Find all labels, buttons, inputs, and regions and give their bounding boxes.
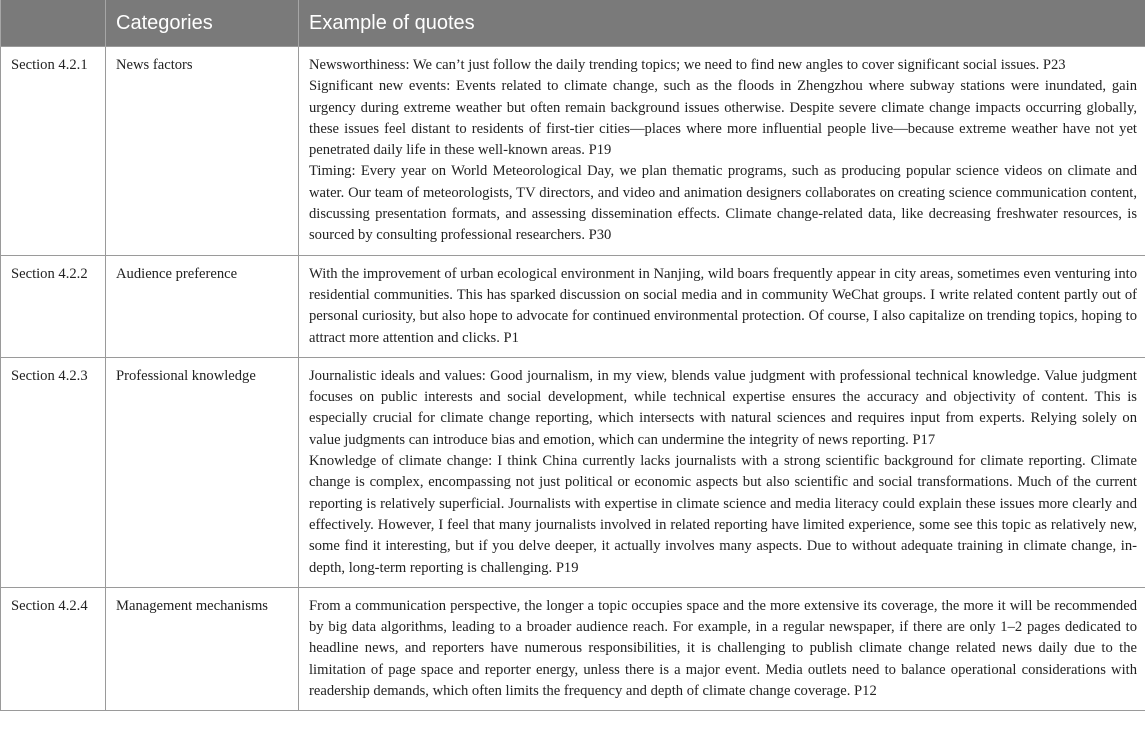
quote-text: Knowledge of climate change: I think China currently lacks journalists with a strong scientific background for climate reporting. Climate change is complex, encompassing not just political or economic aspects but also scientific and social transformations. Much of the current reporting is relatively superficial. Journalists with expertise in climate science and media literacy could explain these issues more clearly and effectively. However, I feel that many journalists involved in related reporting have limited experience, some see this topic as relatively new, some find it interesting, but if you delve deeper, it actually involves many aspects. Due to without adequate training in climate change, in-depth, long-term reporting is challenging. P19	[309, 453, 1137, 576]
quote-text: Journalistic ideals and values: Good journalism, in my view, blends value judgment with professional technical knowledge. Value judgment focuses on public interests and social development, while technical expertise ensures the accuracy and objectivity of content. This is especially crucial for climate change reporting, which intersects with natural sciences and requires input from experts. Relying solely on value judgments can introduce bias and emotion, which can undermine the integrity of news reporting. P17	[309, 367, 1137, 448]
quote-cell	[299, 255, 1145, 357]
table-body	[1, 47, 1145, 711]
quote-cell	[299, 587, 1145, 710]
quote-cell	[299, 47, 1145, 256]
category-cell: Management mechanisms	[106, 587, 299, 710]
quote-text: With the improvement of urban ecological environment in Nanjing, wild boars frequently appear in city areas, sometimes even venturing into residential communities. This has sparked discussion on social media and in community WeChat groups. I write related content partly out of personal curiosity, but also hope to advocate for continued environmental protection. Of course, I also capitalize on trending topics, hoping to attract more attention and clicks. P1	[309, 265, 1137, 346]
header-row	[1, 0, 1145, 47]
header-categories: Categories	[106, 0, 299, 47]
header-example-of-quotes: Example of quotes	[299, 0, 1145, 47]
category-cell: News factors	[106, 47, 299, 256]
quote-text: Timing: Every year on World Meteorological Day, we plan thematic programs, such as producing popular science videos on climate and water. Our team of meteorologists, TV directors, and video and animation designers collaborates on creating science communication content, discussing presentation formats, and assessing dissemination effects. Climate change-related data, like decreasing freshwater resources, is sourced by consulting professional researchers. P30	[309, 163, 1137, 244]
table-header	[1, 0, 1145, 47]
category-cell: Professional knowledge	[106, 357, 299, 587]
table-row	[1, 255, 1145, 357]
section-cell: Section 4.2.3	[1, 357, 106, 587]
header-section	[1, 0, 106, 47]
quote-cell	[299, 357, 1145, 587]
table-row	[1, 587, 1145, 710]
table-row	[1, 357, 1145, 587]
section-cell: Section 4.2.2	[1, 255, 106, 357]
quote-text: From a communication perspective, the longer a topic occupies space and the more extensive its coverage, the more it will be recommended by big data algorithms, leading to a broader audience reach. For example, in a regular newspaper, if there are only 1–2 pages dedicated to headline news, and reporters have numerous responsibilities, it is challenging to publish climate change related news daily due to the limitation of page space and reporter energy, unless there is a major event. Media outlets need to balance operational considerations with readership demands, which often limits the frequency and depth of climate change coverage. P12	[309, 597, 1137, 700]
category-cell: Audience preference	[106, 255, 299, 357]
section-cell: Section 4.2.1	[1, 47, 106, 256]
section-cell: Section 4.2.4	[1, 587, 106, 710]
quote-text: Significant new events: Events related to climate change, such as the floods in Zhengzhou where subway stations were inundated, gain urgency during extreme weather but often remain background issues otherwise. Despite severe climate change impacts occurring globally, these issues feel distant to residents of first-tier cities—places where more influential people live—because extreme weather have not yet penetrated daily life in these well-known areas. P19	[309, 78, 1137, 159]
table-row	[1, 47, 1145, 256]
quote-text: Newsworthiness: We can’t just follow the daily trending topics; we need to find new angles to cover significant social issues. P23	[309, 57, 1066, 73]
